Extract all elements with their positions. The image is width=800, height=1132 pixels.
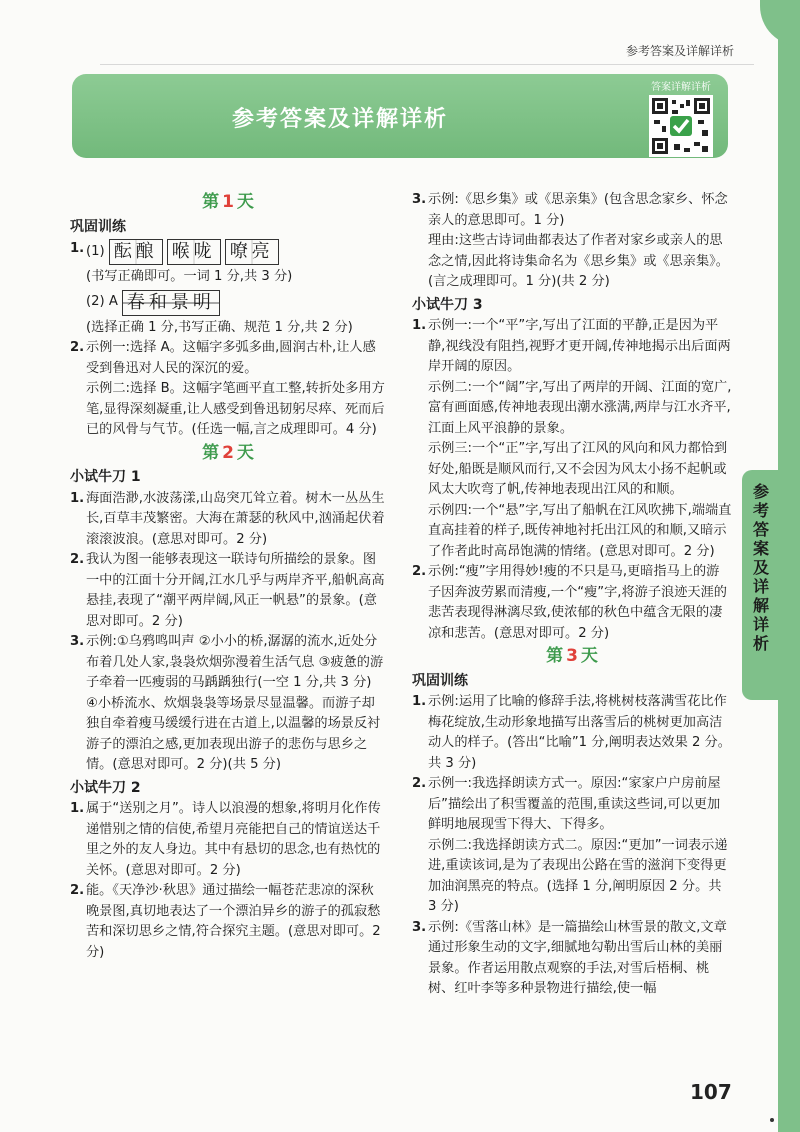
side-tab-label: 参考答案及详解详析 [752, 482, 769, 653]
answer-item [412, 316, 732, 562]
answer-item [70, 799, 386, 881]
item-number: 3. [70, 634, 85, 649]
page-number: 107 [690, 1080, 732, 1104]
answer-item [412, 918, 732, 1000]
word-box: 喉咙 [167, 239, 221, 265]
item-number: 2. [70, 340, 85, 355]
section-heading: 小试牛刀 1 [70, 469, 141, 485]
answer-text: ④小桥流水、炊烟袅袅等场景尽显温馨。而游子却独自牵着瘦马缓缓行进在古道上,以温馨的场景反衬游子的漂泊之感,更加表现出游子的悲伤与思乡之情。(意思对即可。2 分)(共 5 分) [86, 695, 381, 772]
item-number: 1. [412, 694, 427, 709]
page-corner-curl [760, 0, 800, 46]
score-note: (书写正确即可。一词 1 分,共 3 分) [86, 269, 293, 284]
item-number: 3. [412, 192, 427, 207]
item-number: 2. [70, 552, 85, 567]
left-column [70, 190, 386, 963]
word-box: 酝酿 [109, 239, 163, 265]
qr-code-icon[interactable] [649, 95, 713, 157]
answer-text: 示例:运用了比喻的修辞手法,将桃树枝落满雪花比作梅花绽放,生动形象地描写出落雪后的桃树更加高洁动人的样子。(答出“比喻”1 分,阐明表达效果 2 分。共 3 分) [428, 694, 731, 771]
item-number: 1. [412, 318, 427, 333]
answer-item [412, 774, 732, 918]
answer-text: 示例一:我选择朗读方式一。原因:“家家户户房前屋后”描绘出了积雪覆盖的范围,重读这些词,可以更加鲜明地展现雪下得大、下得多。 [428, 776, 721, 832]
item-number: 1. [70, 241, 85, 256]
answer-item [412, 692, 732, 774]
side-tab[interactable] [742, 470, 780, 700]
qr-label: 答案详解详析 [651, 82, 711, 93]
answer-item [412, 190, 732, 293]
section-heading: 巩固训练 [70, 218, 126, 235]
day-2-title: 第 2 天 [202, 442, 254, 463]
page-edge-green [778, 0, 800, 1132]
answer-text: 示例:“瘦”字用得妙!瘦的不只是马,更暗指马上的游子因奔波劳累而清瘦,一个“瘦”字,将游子浪迹天涯的悲苦表现得淋漓尽致,使浓郁的秋色中蕴含无限的凄凉和悲苦。(意思对即可。2 分) [428, 564, 727, 641]
qr-block[interactable] [644, 78, 718, 157]
section-heading: 小试牛刀 2 [70, 779, 141, 796]
item-number: 2. [70, 883, 85, 898]
day-1-title: 第 1 天 [202, 192, 254, 212]
answer-item [70, 881, 386, 963]
answer-text: 我认为图一能够表现这一联诗句所描绘的景象。图一中的江面十分开阔,江水几乎与两岸齐平,船帆高高悬挂,表现了“潮平两岸阔,风正一帆悬”的景象。(意思对即可。2 分) [86, 552, 385, 629]
answer-item [70, 550, 386, 632]
section-banner [72, 74, 728, 158]
answer-text: 示例二:我选择朗读方式二。原因:“更加”一词表示递进,重读该词,是为了表现出公路在雪的滋润下变得更加油润黑亮的特点。(选择 1 分,阐明原因 2 分。共 3 分) [428, 837, 728, 914]
section-heading: 巩固训练 [412, 672, 468, 689]
item-number: 3. [412, 919, 427, 935]
answer-item [70, 632, 386, 776]
word-box: 嘹亮 [225, 239, 279, 265]
answer-text: 海面浩渺,水波荡漾,山岛突兀耸立着。树木一丛丛生长,百草丰茂繁密。大海在萧瑟的秋风中,汹涌起伏着滚滚波浪。(意思对即可。2 分) [86, 490, 385, 547]
item-number: 2. [412, 776, 427, 791]
answer-text: 示例一:一个“平”字,写出了江面的平静,正是因为平静,视线没有阻挡,视野才更开阔,传神地揭示出后面两岸开阔的原因。 [428, 318, 731, 374]
header-divider [100, 64, 754, 65]
answer-text: 示例:①乌鸦鸣叫声 ②小小的桥,潺潺的流水,近处分布着几处人家,袅袅炊烟弥漫着生活气息 ③疲惫的游子牵着一匹瘦弱的马踽踽独行(一空 1 分,共 3 分) [86, 634, 384, 690]
sub-label: (2) A [86, 294, 118, 310]
answer-item [70, 489, 386, 551]
answer-item [70, 239, 386, 338]
answer-text: 理由:这些古诗词曲都表达了作者对家乡或亲人的思念之情,因此将诗集命名为《思乡集》或《思亲集》。(言之成理即可。1 分)(共 2 分) [428, 233, 729, 289]
item-number: 1. [70, 801, 85, 816]
answer-text: 示例四:一个“悬”字,写出了船帆在江风吹拂下,端端直直高挂着的样子,既传神地衬托出江风的和顺,又暗示了作者此时高昂饱满的情绪。(意思对即可。2 分) [428, 502, 732, 559]
answer-text: 能。《天净沙·秋思》通过描绘一幅苍茫悲凉的深秋晚景图,真切地表达了一个漂泊异乡的游子的孤寂愁苦和深切思乡之情,符合探究主题。(意思对即可。2 分) [86, 883, 381, 960]
section-heading: 小试牛刀 3 [412, 296, 483, 313]
answer-text: 示例:《雪落山林》是一篇描绘山林雪景的散文,文章通过形象生动的文字,细腻地勾勒出雪后山林的美丽景象。作者运用散点观察的手法,对雪后梧桐、桃树、红叶李等多种景物进行描绘,使一幅 [428, 919, 727, 996]
answer-text: 示例二:选择 B。这幅字笔画平直工整,转折处多用方笔,显得深刻凝重,让人感受到鲁迅韧躬尽瘁、死而后已的风骨与气节。(任选一幅,言之成理即可。4 分) [86, 381, 385, 437]
answer-text: 示例三:一个“正”字,写出了江风的风向和风力都恰到好处,船既是顺风而行,又不会因为风太小扬不起帆或风太大吹弯了帆,传神地表现出江风的和顺。 [428, 441, 728, 497]
answer-text: 属于“送别之月”。诗人以浪漫的想象,将明月化作传递惜别之情的信使,希望月亮能把自己的情谊送达千里之外的友人身边。其中有悬切的思念,也有热忱的关怀。(意思对即可。2 分) [86, 801, 381, 878]
day-3-title: 第 3 天 [546, 646, 598, 666]
sub-label: (1) [86, 243, 105, 259]
word-box: 春和景明 [122, 290, 220, 316]
right-column [412, 190, 732, 1000]
answer-item [70, 338, 386, 441]
answer-text: 示例二:一个“阔”字,写出了两岸的开阔、江面的宽广,富有画面感,传神地表现出潮水涨满,两岸与江水齐平,江面上风平浪静的景象。 [428, 379, 732, 436]
scan-mark [770, 1118, 774, 1122]
banner-title: 参考答案及详解详析 [231, 107, 448, 132]
item-number: 1. [70, 490, 85, 506]
answer-text: 示例:《思乡集》或《思亲集》(包含思念家乡、怀念亲人的意思即可。1 分) [428, 192, 728, 228]
item-number: 2. [412, 564, 427, 579]
answer-text: 示例一:选择 A。这幅字多弧多曲,圆润古朴,让人感受到鲁迅对人民的深沉的爱。 [86, 340, 376, 376]
score-note: (选择正确 1 分,书写正确、规范 1 分,共 2 分) [86, 319, 353, 335]
answer-item [412, 562, 732, 644]
running-head: 参考答案及详解详析 [625, 44, 734, 58]
